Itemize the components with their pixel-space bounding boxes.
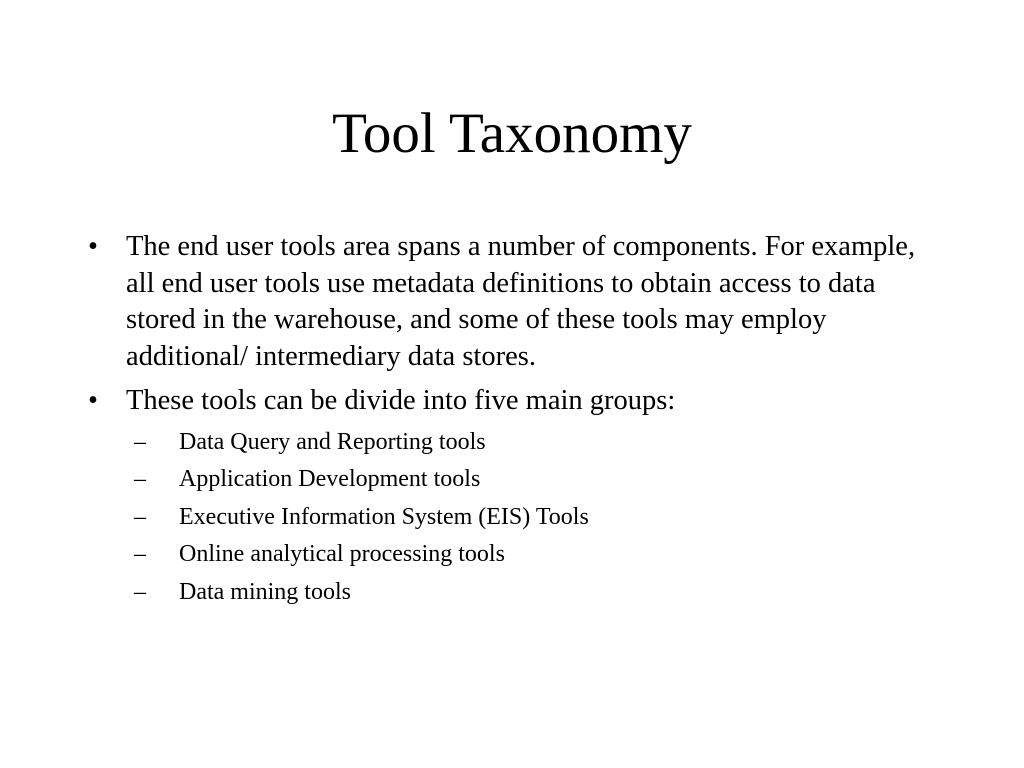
bullet-list [88,229,948,619]
sub-bullet-text: Data Query and Reporting tools [179,428,486,455]
dash-marker: – [134,503,146,530]
dash-marker: – [134,541,146,567]
slide-title: Tool Taxonomy [332,102,692,165]
bullet-marker: • [88,231,98,262]
sub-bullet-text: Executive Information System (EIS) Tools [179,503,589,530]
bullet-item-1 [88,229,944,375]
sub-bullet-item [134,574,944,612]
dash-marker: – [134,466,146,492]
sub-bullet-item [134,536,944,574]
dash-marker: – [134,428,146,455]
sub-bullet-text: Application Development tools [179,466,481,492]
sub-bullet-item [134,499,944,537]
bullet-item-2 [88,383,944,611]
sub-bullet-text: Data mining tools [179,578,351,605]
bullet-text: These tools can be divide into five main groups: [126,385,676,416]
dash-marker: – [134,578,146,605]
bullet-text: The end user tools area spans a number of components. For example, all end user tools use metadata definitions to obtain access to data stored in the warehouse, and some of these tools may employ additional/ intermediary data stores. [126,231,916,372]
sub-bullet-list [126,424,944,612]
sub-bullet-item [134,461,944,499]
sub-bullet-item [134,424,944,462]
bullet-marker: • [88,385,98,416]
sub-bullet-text: Online analytical processing tools [179,541,505,567]
